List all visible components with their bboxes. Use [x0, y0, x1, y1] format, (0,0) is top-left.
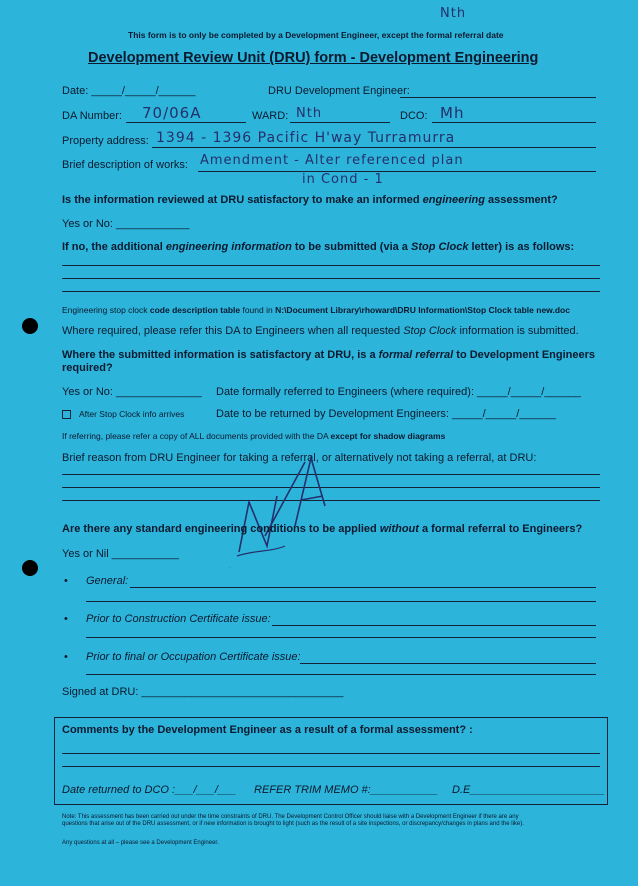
- prior-cc-label: Prior to Construction Certificate issue:: [86, 613, 271, 625]
- comments-line-2[interactable]: [62, 766, 600, 767]
- handwritten-works-line2: in Cond - 1: [302, 172, 384, 187]
- binder-hole-bottom: [22, 560, 38, 576]
- dru-engineer-field[interactable]: [400, 97, 596, 98]
- q2-answer-line-3[interactable]: [62, 291, 600, 292]
- handwritten-dco: Mh: [440, 104, 465, 122]
- dco-label: DCO:: [400, 110, 428, 122]
- form-title: Development Review Unit (DRU) form - Development Engineering: [88, 50, 539, 66]
- prior-oc-line-2[interactable]: [86, 674, 596, 675]
- footer-note-line2: questions that arise out of the DRU assessment, or if new information is brought to light (such as the result of a site inspections, or discrepancy/changes in plans and the like).: [62, 821, 524, 827]
- de-signature-field[interactable]: D.E______________________: [452, 784, 605, 796]
- q4-yes-nil-field[interactable]: Yes or Nil ___________: [62, 548, 180, 560]
- general-line-2[interactable]: [86, 601, 596, 602]
- dru-engineer-label: DRU Development Engineer:: [268, 85, 410, 97]
- general-field[interactable]: [130, 587, 596, 588]
- prior-oc-field[interactable]: [300, 663, 596, 664]
- date-returned-to-dco-field[interactable]: Date returned to DCO :___/___/___: [62, 784, 237, 796]
- form-notice: This form is to only be completed by a Development Engineer, except the formal referral date: [128, 30, 504, 40]
- comments-line-1[interactable]: [62, 753, 600, 754]
- ward-field[interactable]: [290, 122, 390, 123]
- dco-field[interactable]: [432, 122, 596, 123]
- q4-question: Are there any standard engineering conditions to be applied without a formal referral to Engineers?: [62, 523, 583, 535]
- da-number-label: DA Number:: [62, 110, 122, 122]
- handwritten-address: 1394 - 1396 Pacific H'way Turramurra: [156, 130, 456, 146]
- date-formally-referred-field[interactable]: Date formally referred to Engineers (where required): _____/_____/______: [216, 386, 582, 398]
- q3-question-line2: required?: [62, 362, 113, 374]
- brief-reason-label: Brief reason from DRU Engineer for taking a referral, or alternatively not taking a referral, at DRU:: [62, 452, 537, 464]
- date-to-be-returned-field[interactable]: Date to be returned by Development Engineers: _____/_____/______: [216, 408, 557, 420]
- bullet-general: •: [64, 575, 68, 587]
- handwritten-na-mark: [225, 450, 345, 570]
- brief-description-field[interactable]: [198, 171, 596, 172]
- copy-documents-note: If referring, please refer a copy of ALL documents provided with the DA except for shadow diagrams: [62, 431, 446, 441]
- da-number-field[interactable]: [126, 122, 246, 123]
- handwritten-works-line1: Amendment - Alter referenced plan: [200, 153, 464, 168]
- after-stop-clock-option[interactable]: After Stop Clock info arrives: [62, 409, 184, 419]
- bullet-prior-cc: •: [64, 613, 68, 625]
- binder-hole-top: [22, 318, 38, 334]
- general-label: General:: [86, 575, 129, 587]
- signed-at-dru-field[interactable]: Signed at DRU: _________________________________: [62, 686, 344, 698]
- refer-note: Where required, please refer this DA to Engineers when all requested Stop Clock information is submitted.: [62, 325, 579, 337]
- bullet-prior-oc: •: [64, 651, 68, 663]
- prior-oc-label: Prior to final or Occupation Certificate issue:: [86, 651, 301, 663]
- referral-yes-no-field[interactable]: Yes or No: ______________: [62, 386, 202, 398]
- footer-note-line1: Note: This assessment has been carried out under the time constraints of DRU. The Development Control Officer should liaise with a Development Engineer if there are any: [62, 814, 519, 820]
- prior-cc-field[interactable]: [272, 625, 596, 626]
- q2-question: If no, the additional engineering information to be submitted (via a Stop Clock letter) is as follows:: [62, 241, 575, 253]
- footer-questions: Any questions at all – please see a Development Engineer.: [62, 840, 219, 846]
- q2-answer-line-1[interactable]: [62, 265, 600, 266]
- svg-text:N/A: N/A: [229, 568, 231, 569]
- property-address-label: Property address:: [62, 135, 149, 147]
- q2-answer-line-2[interactable]: [62, 278, 600, 279]
- prior-cc-line-2[interactable]: [86, 637, 596, 638]
- handwritten-da-number: 70/06A: [142, 104, 202, 122]
- ward-label: WARD:: [252, 110, 289, 122]
- q1-yes-no-field[interactable]: Yes or No: ____________: [62, 218, 190, 230]
- after-stop-clock-checkbox[interactable]: [62, 410, 71, 419]
- q1-question: Is the information reviewed at DRU satisfactory to make an informed engineering assessment?: [62, 194, 558, 206]
- refer-trim-memo-field[interactable]: REFER TRIM MEMO #:___________: [254, 784, 439, 796]
- stop-clock-note: Engineering stop clock code description table found in N:\Document Library\rhoward\DRU Information\Stop Clock table new.doc: [62, 305, 570, 315]
- q3-question: Where the submitted information is satisfactory at DRU, is a formal referral to Development Engineers: [62, 349, 596, 361]
- handwritten-ward-corner: Nth: [440, 6, 467, 21]
- brief-description-label: Brief description of works:: [62, 159, 188, 171]
- comments-title: Comments by the Development Engineer as a result of a formal assessment? :: [62, 724, 473, 736]
- property-address-field[interactable]: [152, 147, 596, 148]
- handwritten-ward: Nth: [296, 106, 323, 121]
- date-label: Date: _____/_____/______: [62, 85, 196, 97]
